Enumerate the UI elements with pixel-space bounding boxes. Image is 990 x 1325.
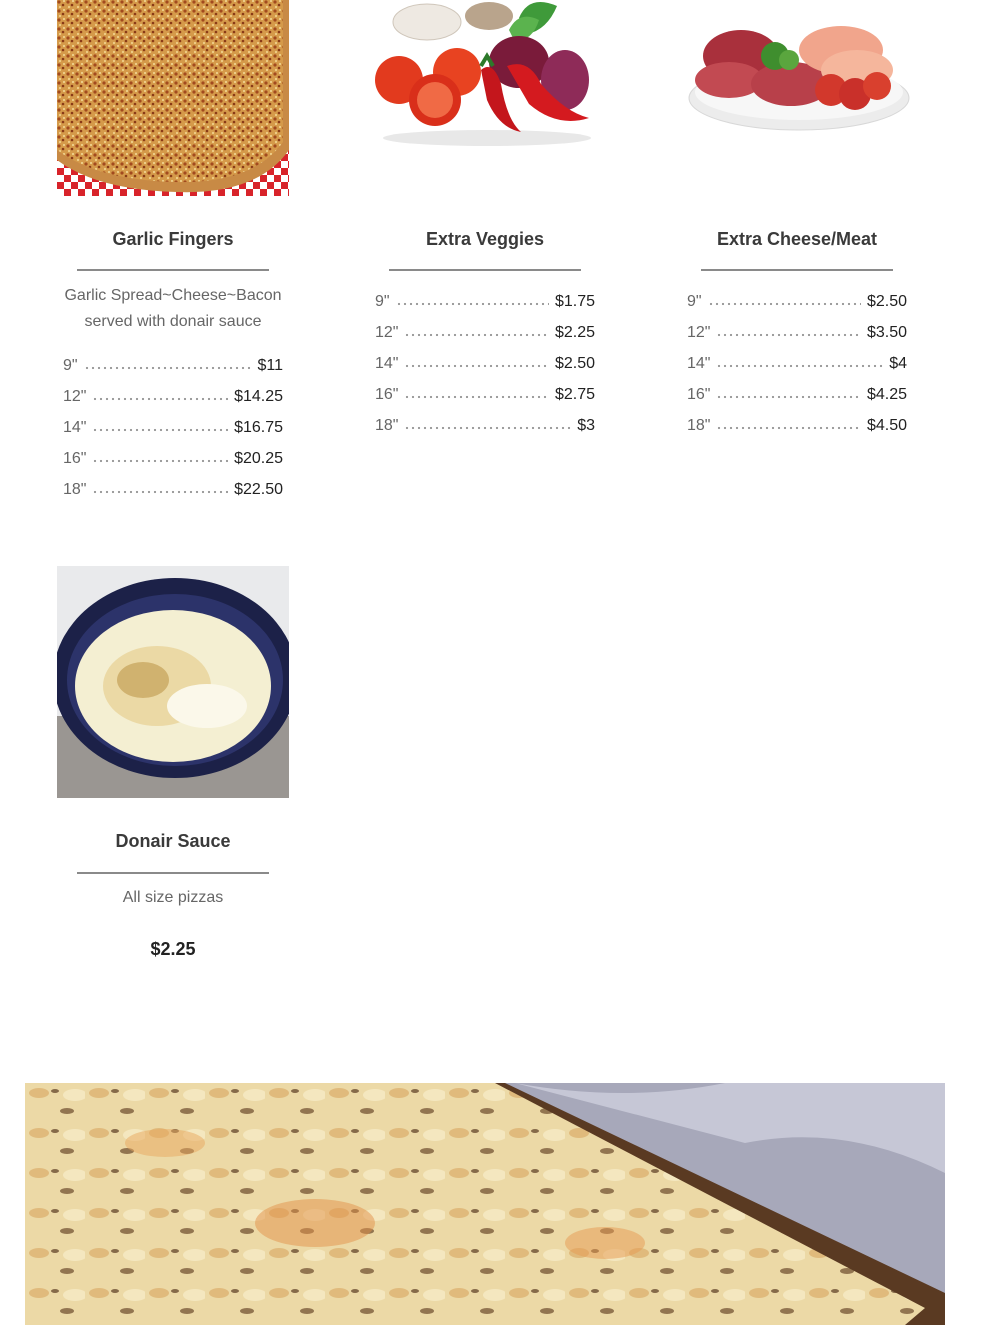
title-divider xyxy=(701,269,893,271)
title-divider xyxy=(389,269,581,271)
pizza-banner-photo xyxy=(25,1083,945,1325)
donair-sauce-photo xyxy=(57,566,289,798)
price-value: $22.50 xyxy=(234,481,283,498)
price-row xyxy=(63,388,283,419)
dot-leader xyxy=(716,393,860,399)
price-value: $3.50 xyxy=(866,324,907,341)
price-row xyxy=(63,357,283,388)
dot-leader xyxy=(716,362,883,368)
price-value: $4 xyxy=(889,355,907,372)
size-label: 16" xyxy=(687,386,711,403)
price-row xyxy=(687,355,907,386)
menu-item-donair-sauce xyxy=(57,566,289,959)
item-title: Extra Veggies xyxy=(425,229,545,249)
price-row xyxy=(63,419,283,450)
price-list xyxy=(63,357,283,512)
price-row xyxy=(375,417,595,448)
description-line: Garlic Spread~Cheese~Bacon xyxy=(64,287,282,304)
price-value: $20.25 xyxy=(234,450,283,467)
item-title: Extra Cheese/Meat xyxy=(716,229,878,249)
dot-leader xyxy=(404,424,571,430)
price-value: $2.75 xyxy=(554,386,595,403)
dot-leader xyxy=(92,457,228,463)
price-row xyxy=(687,293,907,324)
menu-item-extra-veggies xyxy=(369,0,601,434)
size-label: 14" xyxy=(375,355,399,372)
menu-item-garlic-fingers xyxy=(57,0,289,498)
extra-cheese-meat-photo xyxy=(681,0,913,196)
price-value: $4.50 xyxy=(866,417,907,434)
price-list xyxy=(375,293,595,448)
price-value: $2.50 xyxy=(866,293,907,310)
menu-item-extra-cheese-meat xyxy=(681,0,913,434)
item-title: Garlic Fingers xyxy=(112,229,234,249)
price-row xyxy=(63,450,283,481)
title-divider xyxy=(77,872,269,874)
dot-leader xyxy=(396,300,549,306)
dot-leader xyxy=(92,488,228,494)
price-value: $2.50 xyxy=(554,355,595,372)
dot-leader xyxy=(716,331,860,337)
price-value: $3 xyxy=(577,417,595,434)
price-value: $4.25 xyxy=(866,386,907,403)
price-row xyxy=(687,324,907,355)
price-row xyxy=(63,481,283,512)
price-row xyxy=(687,417,907,448)
title-divider xyxy=(77,269,269,271)
dot-leader xyxy=(92,426,228,432)
price-row xyxy=(375,293,595,324)
dot-leader xyxy=(404,362,548,368)
price-row xyxy=(375,355,595,386)
price-row xyxy=(375,324,595,355)
size-label: 14" xyxy=(687,355,711,372)
item-description xyxy=(57,283,289,335)
price-value: $2.25 xyxy=(554,324,595,341)
dot-leader xyxy=(404,393,548,399)
size-label: 18" xyxy=(375,417,399,434)
item-description xyxy=(57,885,289,911)
size-label: 9" xyxy=(63,357,78,374)
description-line: served with donair sauce xyxy=(84,313,262,330)
dot-leader xyxy=(716,424,860,430)
dot-leader xyxy=(708,300,861,306)
size-label: 9" xyxy=(687,293,702,310)
item-title: Donair Sauce xyxy=(115,831,231,851)
price-value: $2.25 xyxy=(150,939,196,959)
size-label: 9" xyxy=(375,293,390,310)
size-label: 18" xyxy=(63,481,87,498)
price-value: $16.75 xyxy=(234,419,283,436)
price-value: $1.75 xyxy=(554,293,595,310)
price-row xyxy=(375,386,595,417)
dot-leader xyxy=(404,331,548,337)
description-line: All size pizzas xyxy=(122,889,224,906)
dot-leader xyxy=(84,364,252,370)
size-label: 16" xyxy=(375,386,399,403)
garlic-fingers-photo xyxy=(57,0,289,196)
size-label: 12" xyxy=(687,324,711,341)
size-label: 18" xyxy=(687,417,711,434)
price-value: $14.25 xyxy=(234,388,283,405)
price-list xyxy=(687,293,907,448)
price-value: $11 xyxy=(257,357,283,374)
size-label: 12" xyxy=(63,388,87,405)
extra-veggies-photo xyxy=(369,0,601,196)
size-label: 14" xyxy=(63,419,87,436)
size-label: 12" xyxy=(375,324,399,341)
price-row xyxy=(687,386,907,417)
dot-leader xyxy=(92,395,228,401)
size-label: 16" xyxy=(63,450,87,467)
